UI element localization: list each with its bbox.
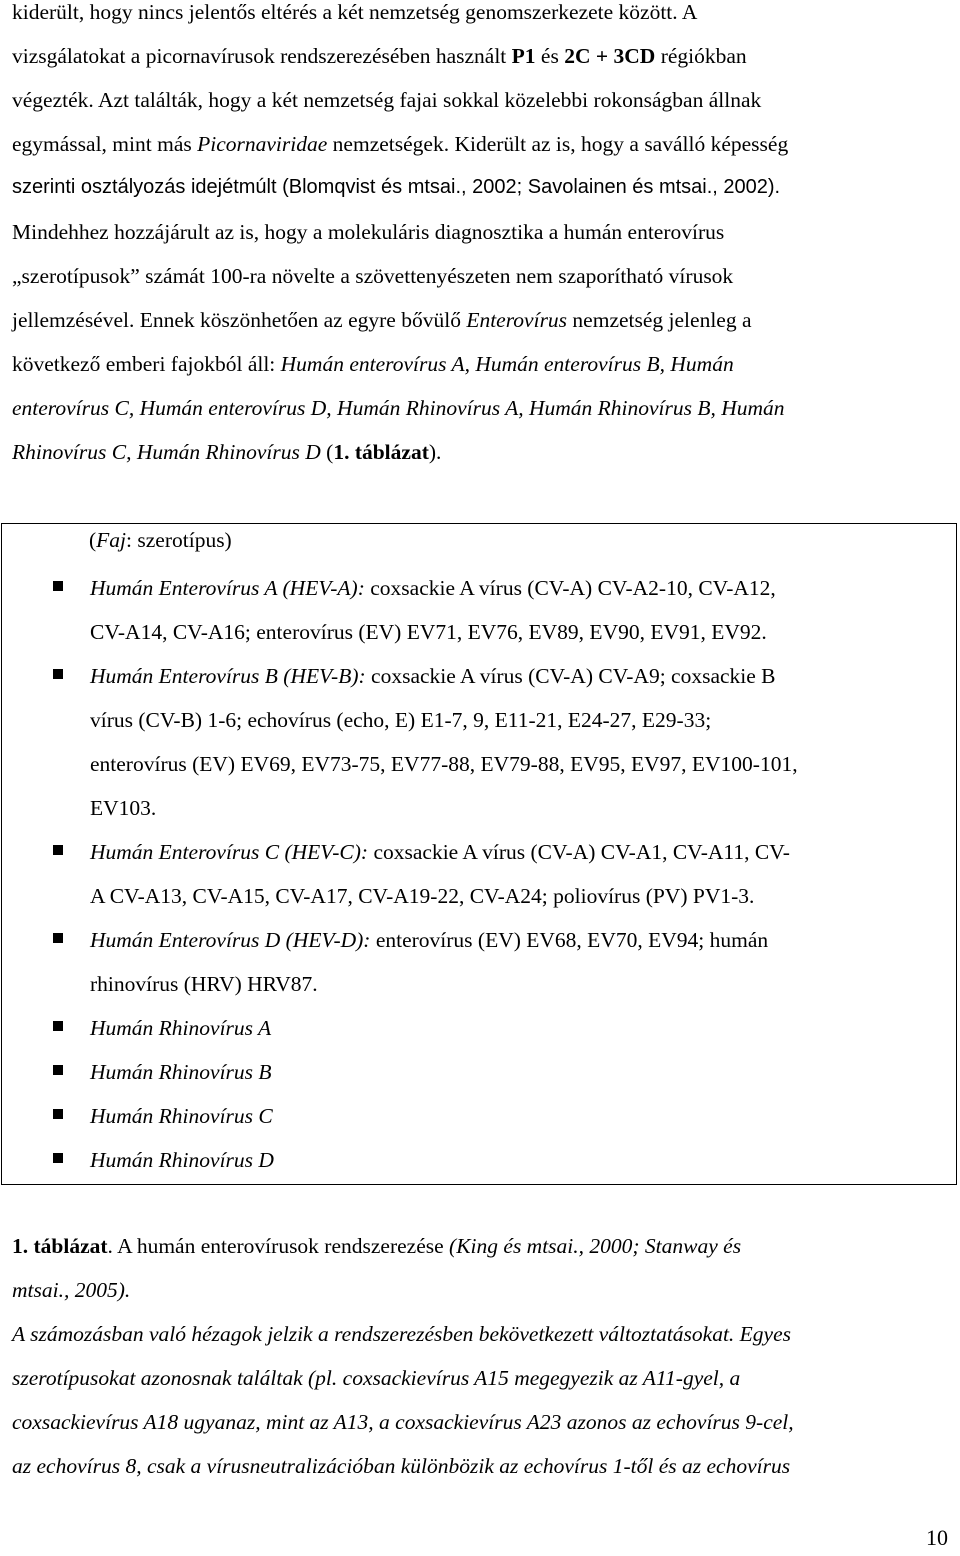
square-bullet-icon [53,1109,63,1119]
table-caption-citation: mtsai., 2005). [12,1278,131,1302]
species-item [0,1138,960,1182]
species-item [0,830,960,918]
square-bullet-icon [53,845,63,855]
species-item [0,1050,960,1094]
serotype-text: CV-A14, CV-A16; enterovírus (EV) EV71, EV76, EV89, EV90, EV91, EV92. [90,620,767,644]
text-line: Mindehhez hozzájárult az is, hogy a molekuláris diagnosztika a humán enterovírus [12,220,725,244]
text-line: enterovírus C, Humán enterovírus D, Humán Rhinovírus A, Humán Rhinovírus B, Humán [12,396,785,420]
text-line: szerinti osztályozás idejétmúlt (Blomqvist és mtsai., 2002; Savolainen és mtsai., 2002). [12,176,781,198]
text-line: kiderült, hogy nincs jelentős eltérés a két nemzetség genomszerkezete között. A [12,0,698,24]
text-line: Rhinovírus C, Humán Rhinovírus D (1. táblázat). [12,440,442,464]
serotype-text: coxsackie A vírus (CV-A) CV-A9; coxsackie B [365,664,776,688]
text-line: következő emberi fajokból áll: Humán enterovírus A, Humán enterovírus B, Humán [12,352,734,376]
text-line: vizsgálatokat a picornavírusok rendszerezésében használt P1 és 2C + 3CD régiókban [12,44,747,68]
table-header: (Faj: szerotípus) [89,528,232,552]
species-item [0,654,960,830]
species-name: Humán Enterovírus C (HEV-C): [90,840,369,864]
serotype-text: rhinovírus (HRV) HRV87. [90,972,318,996]
species-name: Humán Enterovírus B (HEV-B): [90,664,366,688]
serotype-text: vírus (CV-B) 1-6; echovírus (echo, E) E1-7, 9, E11-21, E24-27, E29-33; [90,708,712,732]
species-name: Humán Enterovírus D (HEV-D): [90,928,371,952]
square-bullet-icon [53,669,63,679]
square-bullet-icon [53,1021,63,1031]
square-bullet-icon [53,933,63,943]
serotype-text: enterovírus (EV) EV68, EV70, EV94; humán [370,928,769,952]
species-name: Humán Enterovírus A (HEV-A): [90,576,365,600]
square-bullet-icon [53,1153,63,1163]
serotype-text: EV103. [90,796,157,820]
table-note-line: A számozásban való hézagok jelzik a rendszerezésben bekövetkezett változtatásokat. Egyes [12,1322,792,1346]
table-note-line: coxsackievírus A18 ugyanaz, mint az A13, a coxsackievírus A23 azonos az echovírus 9-cel, [12,1410,794,1434]
species-name: Humán Rhinovírus B [90,1060,272,1084]
species-item [0,1094,960,1138]
text-line: „szerotípusok” számát 100-ra növelte a szövettenyészeten nem szaporítható vírusok [12,264,734,288]
table-caption: 1. táblázat. A humán enterovírusok rendszerezése (King és mtsai., 2000; Stanway és [12,1234,742,1258]
species-name: Humán Rhinovírus D [90,1148,274,1172]
serotype-text: coxsackie A vírus (CV-A) CV-A1, CV-A11, CV- [368,840,790,864]
species-item [0,1006,960,1050]
text-line: végezték. Azt találták, hogy a két nemzetség fajai sokkal közelebbi rokonságban állnak [12,88,762,112]
text-line: egymással, mint más Picornaviridae nemzetségek. Kiderült az is, hogy a saválló képesség [12,132,789,156]
square-bullet-icon [53,1065,63,1075]
serotype-text: coxsackie A vírus (CV-A) CV-A2-10, CV-A12, [364,576,776,600]
species-item [0,566,960,654]
table-note-line: szerotípusokat azonosnak találtak (pl. coxsackievírus A15 megegyezik az A11-gyel, a [12,1366,741,1390]
table-note-line: az echovírus 8, csak a vírusneutralizációban különbözik az echovírus 1-től és az echovírus [12,1454,791,1478]
species-name: Humán Rhinovírus C [90,1104,273,1128]
species-list [0,566,960,1182]
serotype-text: A CV-A13, CV-A15, CV-A17, CV-A19-22, CV-A24; poliovírus (PV) PV1-3. [90,884,755,908]
serotype-text: enterovírus (EV) EV69, EV73-75, EV77-88, EV79-88, EV95, EV97, EV100-101, [90,752,798,776]
text-line: jellemzésével. Ennek köszönhetően az egyre bővülő Enterovírus nemzetség jelenleg a [12,308,752,332]
square-bullet-icon [53,581,63,591]
page-number: 10 [926,1525,948,1550]
species-name: Humán Rhinovírus A [90,1016,272,1040]
species-item [0,918,960,1006]
